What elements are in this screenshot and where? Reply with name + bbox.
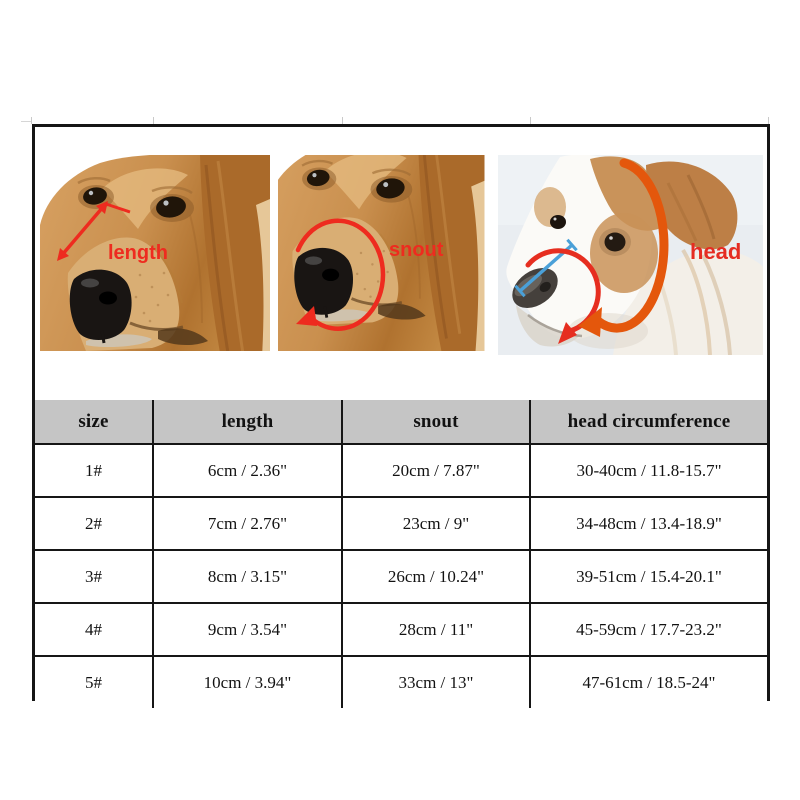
size-chart-frame — [32, 124, 770, 701]
grid-artifact-tick — [31, 117, 32, 124]
table-row — [35, 444, 767, 497]
cell-snout: 26cm / 10.24" — [342, 550, 530, 603]
table-row — [35, 550, 767, 603]
cell-snout: 23cm / 9" — [342, 497, 530, 550]
cell-head: 47-61cm / 18.5-24" — [530, 656, 767, 708]
table-header-row — [35, 400, 767, 444]
cell-length: 7cm / 2.76" — [153, 497, 342, 550]
grid-artifact-tick — [530, 117, 531, 124]
cell-length: 6cm / 2.36" — [153, 444, 342, 497]
grid-artifact-tick — [153, 117, 154, 124]
snout-label: snout — [389, 239, 444, 261]
header-size: size — [35, 400, 153, 444]
cell-snout: 28cm / 11" — [342, 603, 530, 656]
cell-length: 8cm / 3.15" — [153, 550, 342, 603]
table-row — [35, 497, 767, 550]
header-head-circumference: head circumference — [530, 400, 767, 444]
cell-length: 10cm / 3.94" — [153, 656, 342, 708]
cell-size: 4# — [35, 603, 153, 656]
header-snout: snout — [342, 400, 530, 444]
size-table — [35, 400, 767, 708]
table-row — [35, 656, 767, 708]
dog-photo-length — [40, 155, 270, 351]
grid-artifact-tick — [768, 117, 769, 124]
length-label: length — [108, 242, 168, 264]
cell-size: 1# — [35, 444, 153, 497]
cell-length: 9cm / 3.54" — [153, 603, 342, 656]
cell-snout: 33cm / 13" — [342, 656, 530, 708]
cell-head: 30-40cm / 11.8-15.7" — [530, 444, 767, 497]
header-length: length — [153, 400, 342, 444]
dog-photo-snout — [278, 155, 512, 351]
dog-photo-head — [498, 155, 763, 355]
cell-snout: 20cm / 7.87" — [342, 444, 530, 497]
cell-size: 5# — [35, 656, 153, 708]
grid-artifact-tick — [342, 117, 343, 124]
cell-head: 34-48cm / 13.4-18.9" — [530, 497, 767, 550]
head-label: head — [690, 239, 742, 264]
cell-size: 3# — [35, 550, 153, 603]
cell-size: 2# — [35, 497, 153, 550]
cell-head: 45-59cm / 17.7-23.2" — [530, 603, 767, 656]
table-row — [35, 603, 767, 656]
cell-head: 39-51cm / 15.4-20.1" — [530, 550, 767, 603]
measurement-photos-row — [35, 127, 767, 400]
